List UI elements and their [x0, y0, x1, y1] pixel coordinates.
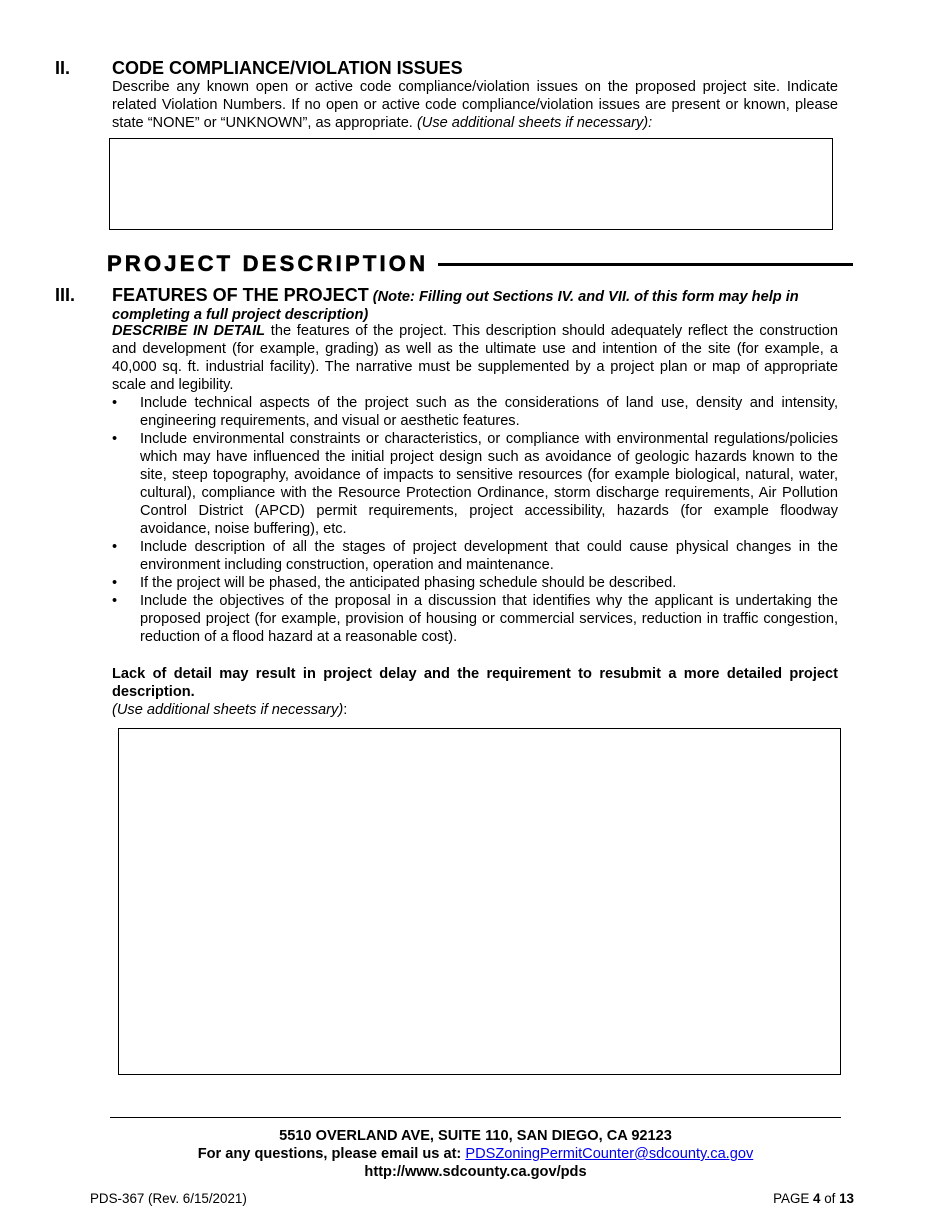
guideline-item: • If the project will be phased, the anticipated phasing schedule should be described. [112, 574, 838, 592]
section-2-sheets-note: (Use additional sheets if necessary): [416, 115, 653, 131]
footer-questions-label: For any questions, please email us at: [197, 1146, 466, 1162]
footer-rule [110, 1117, 841, 1118]
section-3-describe [112, 322, 838, 394]
project-feature-guidelines [112, 394, 838, 646]
banner-rule [438, 263, 853, 266]
footer-email-link[interactable]: PDSZoningPermitCounter@sdcounty.ca.gov [465, 1146, 754, 1162]
page-total: 13 [839, 1191, 854, 1206]
project-description-answer-box[interactable] [118, 728, 841, 1075]
section-3-sheets-line [112, 701, 347, 719]
describe-body: the features of the project. This description should adequately reflect the construction and development (for example, grading) as well as the ultimate use and intention of the site (for example, a 40,000 sq. ft. industrial facility). The narrative must be supplemented by a project plan or map of appropriate scale and legibility. [112, 323, 838, 393]
section-2-heading: CODE COMPLIANCE/VIOLATION ISSUES [112, 58, 463, 78]
section-2-description [112, 78, 838, 132]
guideline-item: • Include technical aspects of the project such as the considerations of land use, density and intensity, engineering requirements, and visual or aesthetic features. [112, 394, 838, 430]
section-3-numeral: III. [55, 285, 76, 305]
page-label: PAGE [773, 1191, 814, 1206]
section-2-numeral: II. [55, 58, 71, 78]
page-number [773, 1190, 854, 1208]
footer-address: 5510 OVERLAND AVE, SUITE 110, SAN DIEGO, CA 92123 [279, 1128, 672, 1144]
page-of: of [820, 1191, 840, 1206]
project-description-banner [107, 250, 853, 278]
footer-questions [110, 1145, 841, 1163]
section-3-heading-note: (Note: Filling out Sections IV. and VII. of this form may help in completing a full project description) [112, 289, 799, 323]
section-3-heading: FEATURES OF THE PROJECT [112, 285, 369, 305]
section-3-sheets-note: (Use additional sheets if necessary) [112, 702, 344, 718]
guideline-item: • Include the objectives of the proposal in a discussion that identifies why the applicant is undertaking the proposed project (for example, provision of housing or commercial services, reduction in traffic congestion, reduction of a flood hazard at a reasonable cost). [112, 592, 838, 646]
code-compliance-answer-box[interactable] [109, 138, 833, 230]
guideline-item: • Include environmental constraints or characteristics, or compliance with environmental regulations/policies which may have influenced the initial project design such as avoidance of geologic hazards known to the site, steep topography, avoidance of impacts to sensitive resources (for example biological, natural, water, cultural), compliance with the Resource Protection Ordinance, storm discharge requirements, Air Pollution Control District (APCD) permit requirements, project accessibility, hazards (for example floodway avoidance, noise buffering), etc. [112, 430, 838, 538]
detail-warning: Lack of detail may result in project delay and the requirement to resubmit a more detailed project description. [112, 666, 838, 700]
section-3-sheets-colon: : [343, 702, 348, 718]
page-current: 4 [813, 1191, 821, 1206]
footer-website: http://www.sdcounty.ca.gov/pds [364, 1164, 587, 1180]
section-2-description-text: Describe any known open or active code compliance/violation issues on the proposed project site. Indicate related Violation Numbers. If no open or active code compliance/violation issues are present or known, please state “NONE” or “UNKNOWN”, as appropriate. [112, 79, 838, 131]
describe-lead: DESCRIBE IN DETAIL [112, 323, 266, 339]
guideline-item: • Include description of all the stages of project development that could cause physical changes in the environment including construction, operation and maintenance. [112, 538, 838, 574]
section-3-heading-block [112, 285, 838, 324]
project-description-title: PROJECT DESCRIPTION [107, 251, 429, 276]
form-id: PDS-367 (Rev. 6/15/2021) [90, 1191, 247, 1206]
